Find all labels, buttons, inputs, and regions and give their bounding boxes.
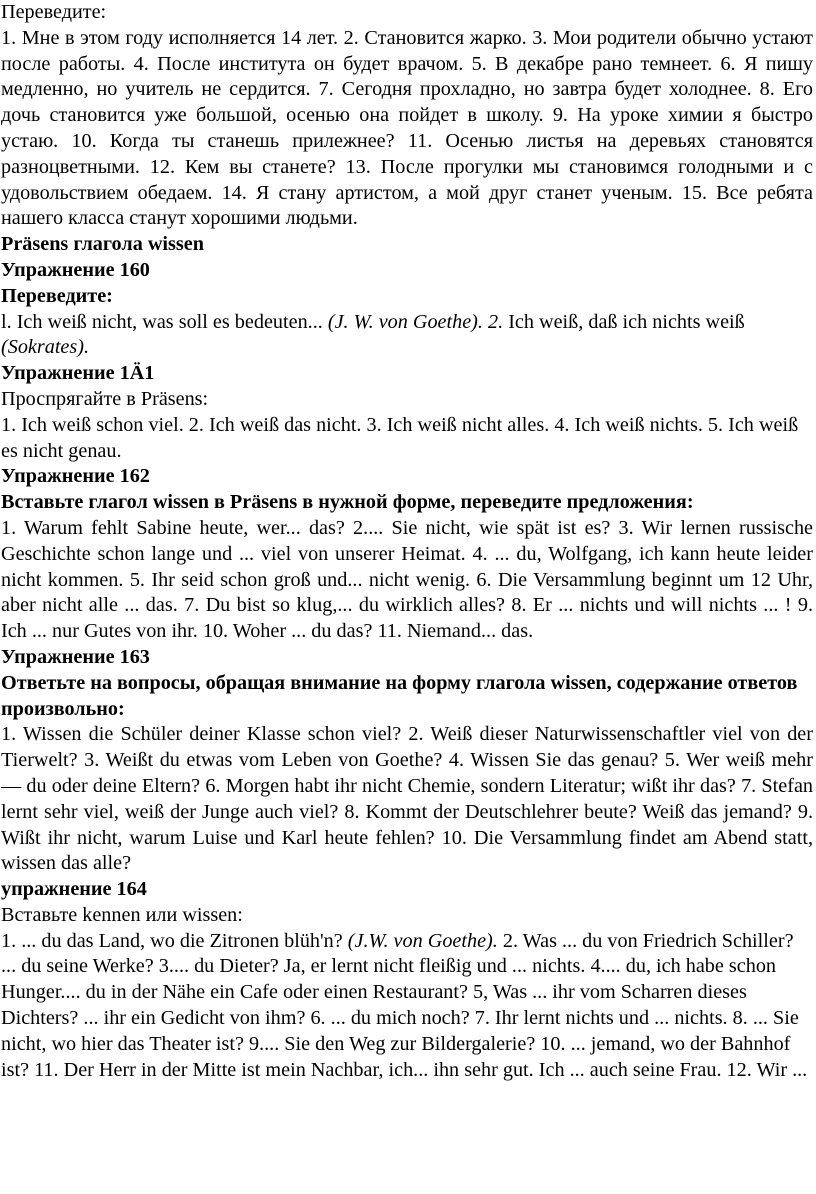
exercise-162-text: 1. Warum fehlt Sabine heute, wer... das? 2.... Sie nicht, wie spät ist es? 3. Wir lernen russische Geschichte schon lange und ... viel von unserer Heimat. 4. ... du, Wolfgang, ich kann heute leider nicht kommen. 5. Ihr seid schon groß und... nicht wenig. 6. Die Versammlung beginnt um 12 Uhr, aber nicht alle ... das. 7. Du bist so klug,... du wirklich alles? 8. Er ... nichts und will nichts ... ! 9. Ich ... nur Gutes von ihr. 10. Woher ... du das? 11. Niemand... das. <box>1 516 813 643</box>
exercise-162-instruction: Вставьте глагол wissen в Präsens в нужной форме, переведите предложения: <box>1 491 694 514</box>
section-title-wissen: Präsens глагола wissen <box>1 233 204 256</box>
exercise-163-title: Упражнение 163 <box>1 645 150 668</box>
russian-sentences-list: 1. Мне в этом году исполняется 14 лет. 2. Становится жарко. 3. Мои родители обычно устают после работы. 4. После института он будет врачом. 5. В декабре рано темнеет. 6. Я пишу медленно, но учитель не сердится. 7. Сегодня прохладно, но завтра будет холоднее. 8. Его дочь становится уже большой, осенью она пойдет в школу. 9. На уроке химии я быстро устаю. 10. Когда ты станешь прилежнее? 11. Осенью листья на деревьях становятся разноцветными. 12. Кем вы станете? 13. После прогулки мы становимся голодными и с удовольствием обедаем. 14. Я стану артистом, а мой друг станет ученым. 15. Все ребята нашего класса станут хорошими людьми. <box>1 26 813 230</box>
exercise-162-title: Упражнение 162 <box>1 465 150 488</box>
exercise-160-instruction: Переведите: <box>1 284 113 307</box>
exercise-160-text: l. Ich weiß nicht, was soll es bedeuten... (J. W. von Goethe). 2. Ich weiß, daß ich nichts weiß (Sokrates). <box>1 310 745 359</box>
exercise-164-title: упражнение 164 <box>1 878 147 901</box>
exercise-164-instruction: Вставьте kennen или wissen: <box>1 903 243 926</box>
exercise-161-title: Упражнение 1Ä1 <box>1 362 155 385</box>
translate-instruction: Переведите: <box>1 1 107 23</box>
exercise-161-text: 1. Ich weiß schon viel. 2. Ich weiß das nicht. 3. Ich weiß nicht alles. 4. Ich weiß nichts. 5. Ich weiß es nicht genau. <box>1 413 799 462</box>
exercise-163-instruction: Ответьте на вопросы, обращая внимание на форму глагола wissen, содержание ответов произвольно: <box>1 671 798 720</box>
exercise-163-text: 1. Wissen die Schüler deiner Klasse schon viel? 2. Weiß dieser Naturwissenschaftler viel von der Tierwelt? 3. Weißt du etwas vom Leben von Goethe? 4. Wissen Sie das genau? 5. Wer weiß mehr — du oder deine Eltern? 6. Morgen habt ihr nicht Chemie, sondern Literatur; wißt ihr das? 7. Stefan lernt sehr viel, weiß der Junge auch viel? 8. Kommt der Deutschlehrer beute? Weiß das jemand? 9. Wißt ihr nicht, warum Luise und Karl heute fehlen? 10. Die Versammlung findet am Abend statt, wissen das alle? <box>1 723 813 875</box>
exercise-164-text: 1. ... du das Land, wo die Zitronen blüh'n? (J.W. von Goethe). 2. Was ... du von Friedrich Schiller? ... du seine Werke? 3.... du Dieter? Ja, er lernt nicht fleißig und ... nichts. 4.... du, ich habe schon Hunger.... du in der Nähe ein Cafe oder einen Restaurant? 5, Was ... ihr vom Scharren dieses Dichters? ... ihr ein Gedicht von ihm? 6. ... du mich noch? 7. Ihr lernt nichts und ... nichts. 8. ... Sie nicht, wo hier das Theater ist? 9.... Sie den Weg zur Bildergalerie? 10. ... jemand, wo der Bahnhof ist? 11. Der Herr in der Mitte ist mein Nachbar, ich... ihn sehr gut. Ich ... auch seine Frau. 12. Wir ... <box>1 929 808 1081</box>
exercise-160-title: Упражнение 160 <box>1 258 150 281</box>
exercise-161-instruction: Проспрягайте в Präsens: <box>1 387 209 410</box>
